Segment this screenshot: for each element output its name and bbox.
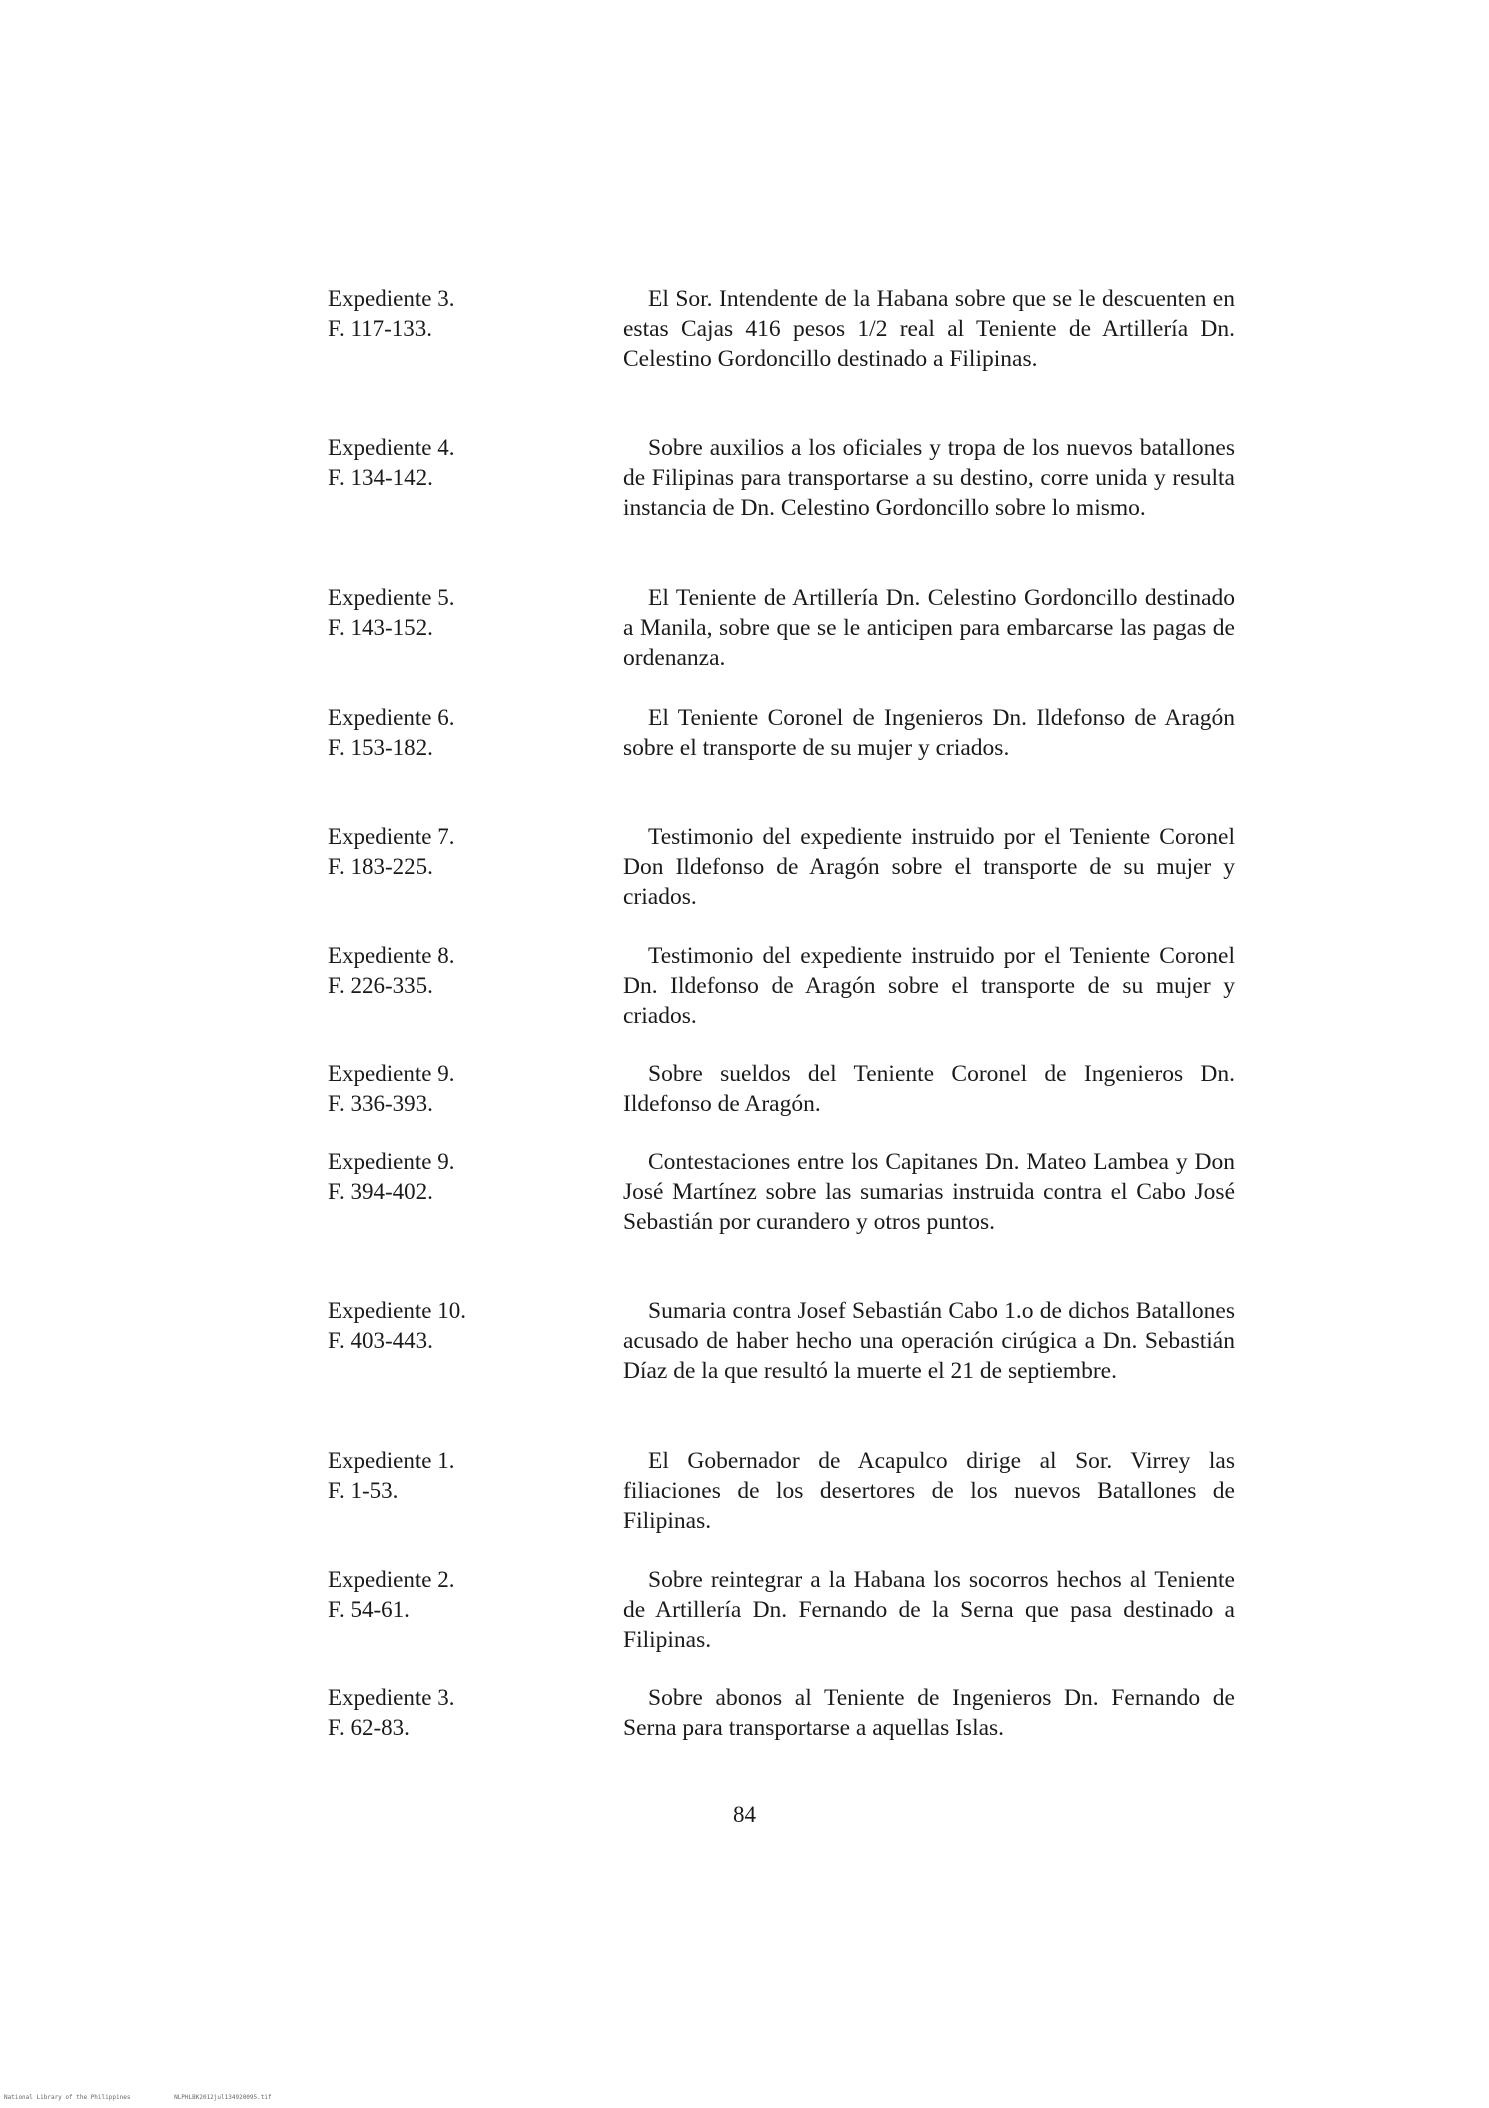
expediente-number: Expediente 9. bbox=[328, 1149, 455, 1174]
entry-reference bbox=[328, 822, 578, 882]
folio-range: F. 394-402. bbox=[328, 1179, 433, 1204]
expediente-number: Expediente 4. bbox=[328, 435, 455, 460]
folio-range: F. 62-83. bbox=[328, 1715, 410, 1740]
expediente-number: Expediente 2. bbox=[328, 1567, 455, 1592]
folio-range: F. 183-225. bbox=[328, 854, 433, 879]
entry-description: El Sor. Intendente de la Habana sobre que se le descuenten en estas Cajas 416 pesos 1/2 real al Teniente de Artillería Dn. Celestino Gordoncillo destinado a Filipinas. bbox=[623, 286, 1235, 372]
folio-range: F. 117-133. bbox=[328, 316, 433, 341]
footer-library: National Library of the Philippines bbox=[4, 2094, 131, 2101]
entry-reference bbox=[328, 1683, 578, 1743]
entry-description: Testimonio del expediente instruido por el Teniente Coronel Dn. Ildefonso de Aragón sobre el transporte de su mujer y criados. bbox=[623, 943, 1235, 1029]
expediente-number: Expediente 9. bbox=[328, 1061, 455, 1086]
folio-range: F. 153-182. bbox=[328, 735, 433, 760]
expediente-number: Expediente 5. bbox=[328, 585, 455, 610]
entry-description: Sobre abonos al Teniente de Ingenieros Dn. Fernando de Serna para transportarse a aquellas Islas. bbox=[623, 1685, 1235, 1741]
entry-reference bbox=[328, 1296, 578, 1356]
entry-description: Testimonio del expediente instruido por el Teniente Coronel Don Ildefonso de Aragón sobre el transporte de su mujer y criados. bbox=[623, 824, 1235, 910]
scan-footer bbox=[4, 2094, 312, 2101]
footer-file-id: NLPHLBK2012jul134920095.tif bbox=[174, 2094, 272, 2101]
entry-description: Sobre reintegrar a la Habana los socorros hechos al Teniente de Artillería Dn. Fernando de la Serna que pasa destinado a Filipinas. bbox=[623, 1567, 1235, 1653]
entry-description: Sobre sueldos del Teniente Coronel de Ingenieros Dn. Ildefonso de Aragón. bbox=[623, 1061, 1235, 1117]
page-number: 84 bbox=[733, 1802, 756, 1827]
entry-reference bbox=[328, 1565, 578, 1625]
expediente-number: Expediente 1. bbox=[328, 1448, 455, 1473]
folio-range: F. 226-335. bbox=[328, 973, 433, 998]
expediente-number: Expediente 10. bbox=[328, 1298, 466, 1323]
entry-description: Sumaria contra Josef Sebastián Cabo 1.o de dichos Batallones acusado de haber hecho una operación cirúgica a Dn. Sebastián Díaz de la que resultó la muerte el 21 de septiembre. bbox=[623, 1298, 1235, 1384]
entry-reference bbox=[328, 1147, 578, 1207]
entry-reference bbox=[328, 703, 578, 763]
expediente-number: Expediente 3. bbox=[328, 286, 455, 311]
expediente-number: Expediente 3. bbox=[328, 1685, 455, 1710]
entry-reference bbox=[328, 284, 578, 344]
expediente-number: Expediente 8. bbox=[328, 943, 455, 968]
folio-range: F. 1-53. bbox=[328, 1478, 399, 1503]
folio-range: F. 403-443. bbox=[328, 1328, 433, 1353]
expediente-number: Expediente 6. bbox=[328, 705, 455, 730]
entry-description: Contestaciones entre los Capitanes Dn. Mateo Lambea y Don José Martínez sobre las sumarias instruida contra el Cabo José Sebastián por curandero y otros puntos. bbox=[623, 1149, 1235, 1235]
entry-description: El Teniente de Artillería Dn. Celestino Gordoncillo destinado a Manila, sobre que se le anticipen para embarcarse las pagas de ordenanza. bbox=[623, 585, 1235, 671]
expediente-number: Expediente 7. bbox=[328, 824, 455, 849]
entry-description: El Teniente Coronel de Ingenieros Dn. Ildefonso de Aragón sobre el transporte de su mujer y criados. bbox=[623, 705, 1235, 761]
folio-range: F. 54-61. bbox=[328, 1597, 410, 1622]
entry-reference bbox=[328, 433, 578, 493]
entry-description: Sobre auxilios a los oficiales y tropa de los nuevos batallones de Filipinas para transportarse a su destino, corre unida y resulta instancia de Dn. Celestino Gordoncillo sobre lo mismo. bbox=[623, 435, 1235, 521]
entry-reference bbox=[328, 583, 578, 643]
entry-description: El Gobernador de Acapulco dirige al Sor. Virrey las filiaciones de los desertores de los nuevos Batallones de Filipinas. bbox=[623, 1448, 1235, 1534]
entry-reference bbox=[328, 1059, 578, 1119]
entry-reference bbox=[328, 941, 578, 1001]
folio-range: F. 336-393. bbox=[328, 1091, 433, 1116]
entry-reference bbox=[328, 1446, 578, 1506]
folio-range: F. 134-142. bbox=[328, 465, 433, 490]
folio-range: F. 143-152. bbox=[328, 615, 433, 640]
